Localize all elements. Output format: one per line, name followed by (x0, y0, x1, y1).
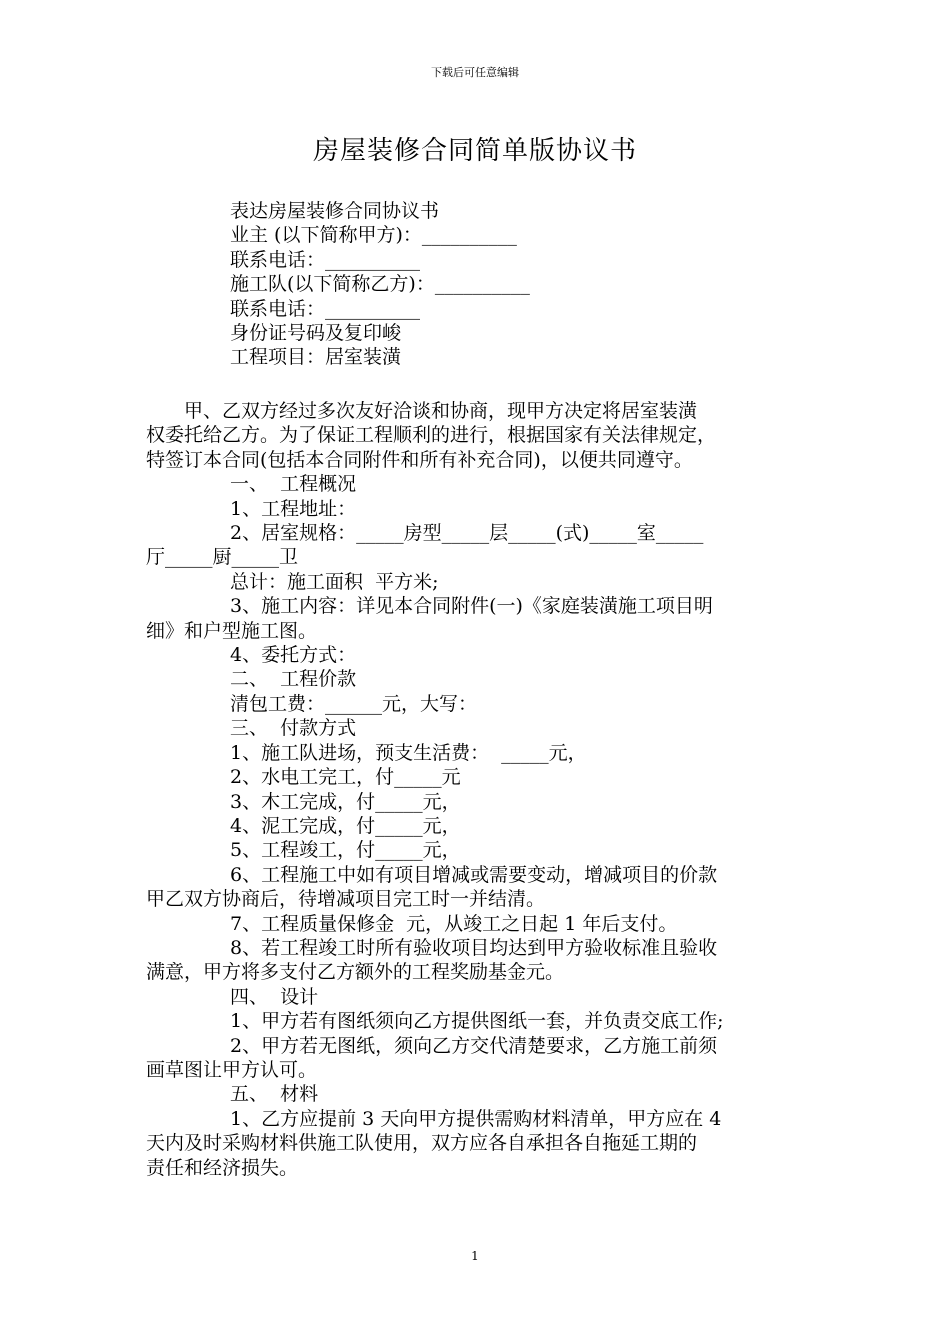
body-line: 3、施工内容：详见本合同附件(一)《家庭装潢施工项目明 (230, 595, 713, 618)
body-line: 细》和户型施工图。 (146, 619, 318, 642)
intro-line: 工程项目：居室装潢 (230, 346, 402, 369)
body-line: 4、泥工完成，付_____元， (230, 814, 461, 837)
section-heading: 四、 设计 (230, 985, 319, 1008)
section-heading: 五、 材料 (230, 1083, 319, 1106)
document-title: 房屋装修合同简单版协议书 (312, 136, 637, 166)
body-line: 天内及时采购材料供施工队使用，双方应各自承担各自拖延工期的 (146, 1132, 698, 1155)
body-line: 1、施工队进场，预支生活费： _____元， (230, 741, 587, 764)
body-line: 1、工程地址： (230, 497, 357, 520)
body-line: 3、木工完成，付_____元， (230, 790, 461, 813)
body-line: 8、若工程竣工时所有验收项目均达到甲方验收标准且验收 (230, 936, 718, 959)
body-line: 厅_____厨_____卫 (146, 546, 299, 569)
body-line: 画草图让甲方认可。 (146, 1058, 318, 1081)
body-line: 责任和经济损失。 (146, 1156, 299, 1179)
intro-block (146, 199, 810, 370)
body-line: 满意，甲方将多支付乙方额外的工程奖励基金元。 (146, 961, 565, 984)
body-line: 甲乙双方协商后，待增减项目完工时一并结清。 (146, 888, 546, 911)
body-line: 总计：施工面积 平方米; (230, 570, 439, 593)
intro-line: 施工队(以下简称乙方)：__________ (230, 273, 530, 296)
section-heading: 三、 付款方式 (230, 717, 357, 740)
intro-line: 表达房屋装修合同协议书 (230, 200, 440, 222)
body-line: 4、委托方式： (230, 644, 357, 667)
body-line: 6、工程施工中如有项目增减或需要变动，增减项目的价款 (230, 863, 718, 886)
body-line: 1、乙方应提前 3 天向甲方提供需购材料清单，甲方应在 4 (230, 1107, 722, 1130)
header-note: 下载后可任意编辑 (431, 66, 519, 79)
intro-line: 联系电话：__________ (230, 297, 421, 320)
body-line: 5、工程竣工，付_____元， (230, 839, 461, 862)
body-line: 特签订本合同(包括本合同附件和所有补充合同)，以便共同遵守。 (146, 448, 693, 471)
body-line: 清包工费：______元，大写： (230, 692, 478, 715)
page-number: 1 (471, 1249, 479, 1263)
body-line: 权委托给乙方。为了保证工程顺利的进行，根据国家有关法律规定， (146, 424, 717, 447)
body-line: 2、甲方若无图纸，须向乙方交代清楚要求，乙方施工前须 (230, 1034, 718, 1057)
intro-line: 联系电话：__________ (230, 248, 421, 271)
intro-line: 身份证号码及复印峻 (230, 322, 402, 345)
contract-body (146, 399, 810, 1180)
section-heading: 一、 工程概况 (230, 473, 357, 496)
body-line: 2、居室规格：_____房型_____层_____(式)_____室_____ (230, 522, 704, 545)
section-heading: 二、 工程价款 (230, 668, 357, 691)
body-line: 7、工程质量保修金 元，从竣工之日起 1 年后支付。 (230, 912, 678, 935)
body-line: 甲、乙双方经过多次友好洽谈和协商，现甲方决定将居室装潢 (184, 400, 698, 422)
intro-line: 业主 (以下简称甲方)：__________ (230, 224, 517, 247)
body-line: 1、甲方若有图纸须向乙方提供图纸一套，并负责交底工作; (230, 1010, 724, 1033)
body-line: 2、水电工完工，付_____元 (230, 766, 461, 789)
